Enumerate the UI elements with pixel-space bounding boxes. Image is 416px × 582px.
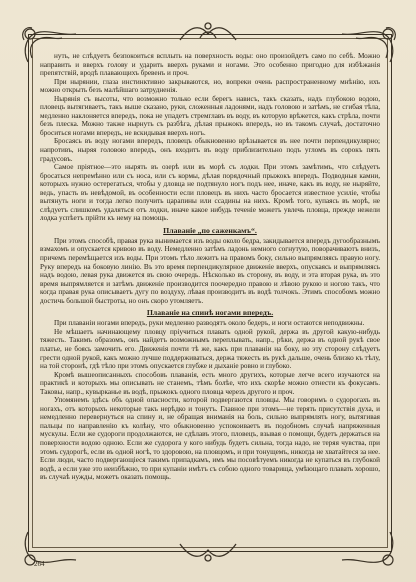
paragraph: Самое пріятное—это нырять въ озерѣ или въ морѣ съ лодки. При этомъ замѣтимъ, что слѣдуетъ бросаться непремѣнно или съ носа, или съ кормы, дѣлая порядочный прыжокъ впередъ. Подводныя камни, которыхъ нужно остерегаться, чтобы у дловца не подтянуло ногъ подъ нее, иначе, какъ въ воду, не ныряйте, ведь, упасть въ невѣдомой, въ особенности если пловецъ въ нихъ часто бросается известное усиліе, чтобы вытянуть ноги и тогда легко получить царапины или ссадины на нихъ. Кромѣ того, купаясь въ морѣ, не слѣдуетъ слишкомъ удаляться отъ лодки, иначе какое нибудь теченіе можетъ увлечь пловца, прежде нежели лодка успѣетъ прійти къ нему на помощь. [40, 163, 380, 223]
section-heading-text: Плаваніе „по саженкамъ“. [163, 225, 257, 235]
paragraph: При этомъ способѣ, правая рука вынимается изъ воды около бедра, закидывается впередъ дугообразнымъ взмахомъ и опускается кривою въ воду. Немедленно затѣмъ ладонь немного согнутую, поворачиваютъ внизъ, причемъ перемѣщается изъ воды. При этомъ тѣло лежитъ на правомъ боку, сильно выпрямляясь правую ногу. Руку впередъ на боковую линію. Въ это время перпендикулярное движеніе вверхъ, опускаясь и выпрямляясь надъ водою, левая рука движется въ свою очередь. Нѣсколько въ сторону, въ воду, и эта вторая рука, въ это время выпрямляется и затѣмъ движеніе производится поочередно правою и лѣвою рукою и ногою такъ, что когда правая рука описываетъ дугу по воздуху, лѣвая производитъ въ водѣ толчокъ. Этимъ способомъ можно достичь большой быстроты, но онъ скоро утомляетъ. [40, 236, 380, 305]
paragraph: При плаваніи ногами впередъ, руки медленно разводятъ около бедеръ, и ноги остаются неподвижны. [54, 319, 365, 328]
top-center-ornament [176, 18, 240, 48]
paragraph: Нырянія съ высоты, что возможно только если берегъ нависъ, такъ сказать, надъ глубокою водою, пловецъ вытягиваетъ, такъ выше сказано, руки, сложенныя ладонями, надъ головою и затѣмъ, не сгибая тѣла, медленно наклоняется впередъ, пока не упадетъ стремглавъ въ воду, въ которую врѣжется, какъ стрѣла, почти безъ плеска. Можно также нырнуть съ разбѣга, дѣлая прыжокъ впередъ, но въ такомъ случаѣ, достаточно броситься ногами впередъ, не вскидывая вверхъ ногъ. [40, 94, 380, 137]
section-heading [40, 226, 380, 235]
paragraph: Кромѣ вышеописанныхъ способовъ плаванія, есть много другихъ, которые легче всего изучаются на практикѣ и которыхъ мы описывать не станемъ, тѣмъ болѣе, что ихъ скорѣе можно отнести къ фокусамъ. Таковы, напр., кувырканье въ водѣ, прыжокъ одного пловца черезъ другого и проч. [40, 370, 380, 396]
paragraph: Бросаясь въ воду ногами впередъ, пловецъ обыкновенно врѣзывается въ нее почти перпендикулярно; напротивъ, ныряя головою впередъ, онъ входитъ въ воду приблизительно подъ угломъ въ сорокъ пять градусовъ. [40, 137, 380, 163]
paragraph: Не мѣшаетъ начинающему пловцу пріучиться плавать одной рукой, держа въ другой какую-нибудь тяжесть. Такимъ образомъ, онъ найдетъ возможнымъ переплывать, напр., рѣки, держа въ одной рукѣ свое платье, не боясь замочить его. Движенія почти тѣ же, какъ при плаваніи на боку, но эту сторону слѣдуетъ грести одной рукой, какъ можно лучше поддерживаться, держа тяжесть въ рукѣ дальше, очень близко къ тѣлу, на той сторонѣ, гдѣ тѣло при этомъ опускается глубже и дыханіе ровно и глубоко. [40, 327, 380, 371]
paragraph: нуть, не слѣдуетъ безпокоиться всплыть на поверхность воды: оно произойдетъ само по себѣ. Можно направить и вверхъ голову и ударить вверхъ руками и ногами. Это особенно пригодно для избѣжанія препятствій, вродѣ плавающихъ бревенъ и проч. [40, 52, 380, 78]
paragraph: Упомянемъ здѣсь объ одной опасности, которой подвергаются пловцы. Мы говоримъ о судорогахъ въ ногахъ, отъ которыхъ некоторые такъ нерѣдко и тонутъ. Главное при этомъ—не терять присутствія духа, и немедленно перевернуться на спину и, не обращая вниманія на боль, сильно выпрямлять ногу, вытягивая пальцы по направленію къ колѣну, что обыкновенно успокоиваетъ въ подобномъ случаѣ напряженныя мускулы. Если же судороги продолжаются, не сдѣлавъ этого, пловецъ, взывая о помощи, будетъ держаться на поверхности водою одною. Если же судорога у кого нибудь будетъ сильна, тогда надо, не теряя чувства, при этомъ судорогѣ, если въ одной ногѣ, то здоровою, на пловцомъ, и при тонущемъ, никогда не хватайтеся за нее. Если люди, часто подвергающіеся такимъ припадкамъ, имъ мы посовѣтуемъ никогда не купаться въ глубокой водѣ, а если уже это неизбѣжно, то при купаніи имѣтъ съ собою одного товарища, умѣющаго плавать хорошо, въ случаѣ нужды, можетъ оказать помощь. [40, 396, 380, 482]
bottom-center-ornament [176, 540, 240, 564]
section-heading-text: Плаваніе на спинѣ ногами впередъ. [146, 308, 274, 318]
paragraph: При нырянии, глаза инстинктивно закрываются, но, вопреки очень распространенному мнѣнію, ихъ можно открыть безъ малѣйшаго затрудненія. [40, 77, 380, 95]
page-number: 264 [34, 560, 45, 568]
section-heading [40, 308, 380, 317]
page-text [40, 52, 380, 542]
